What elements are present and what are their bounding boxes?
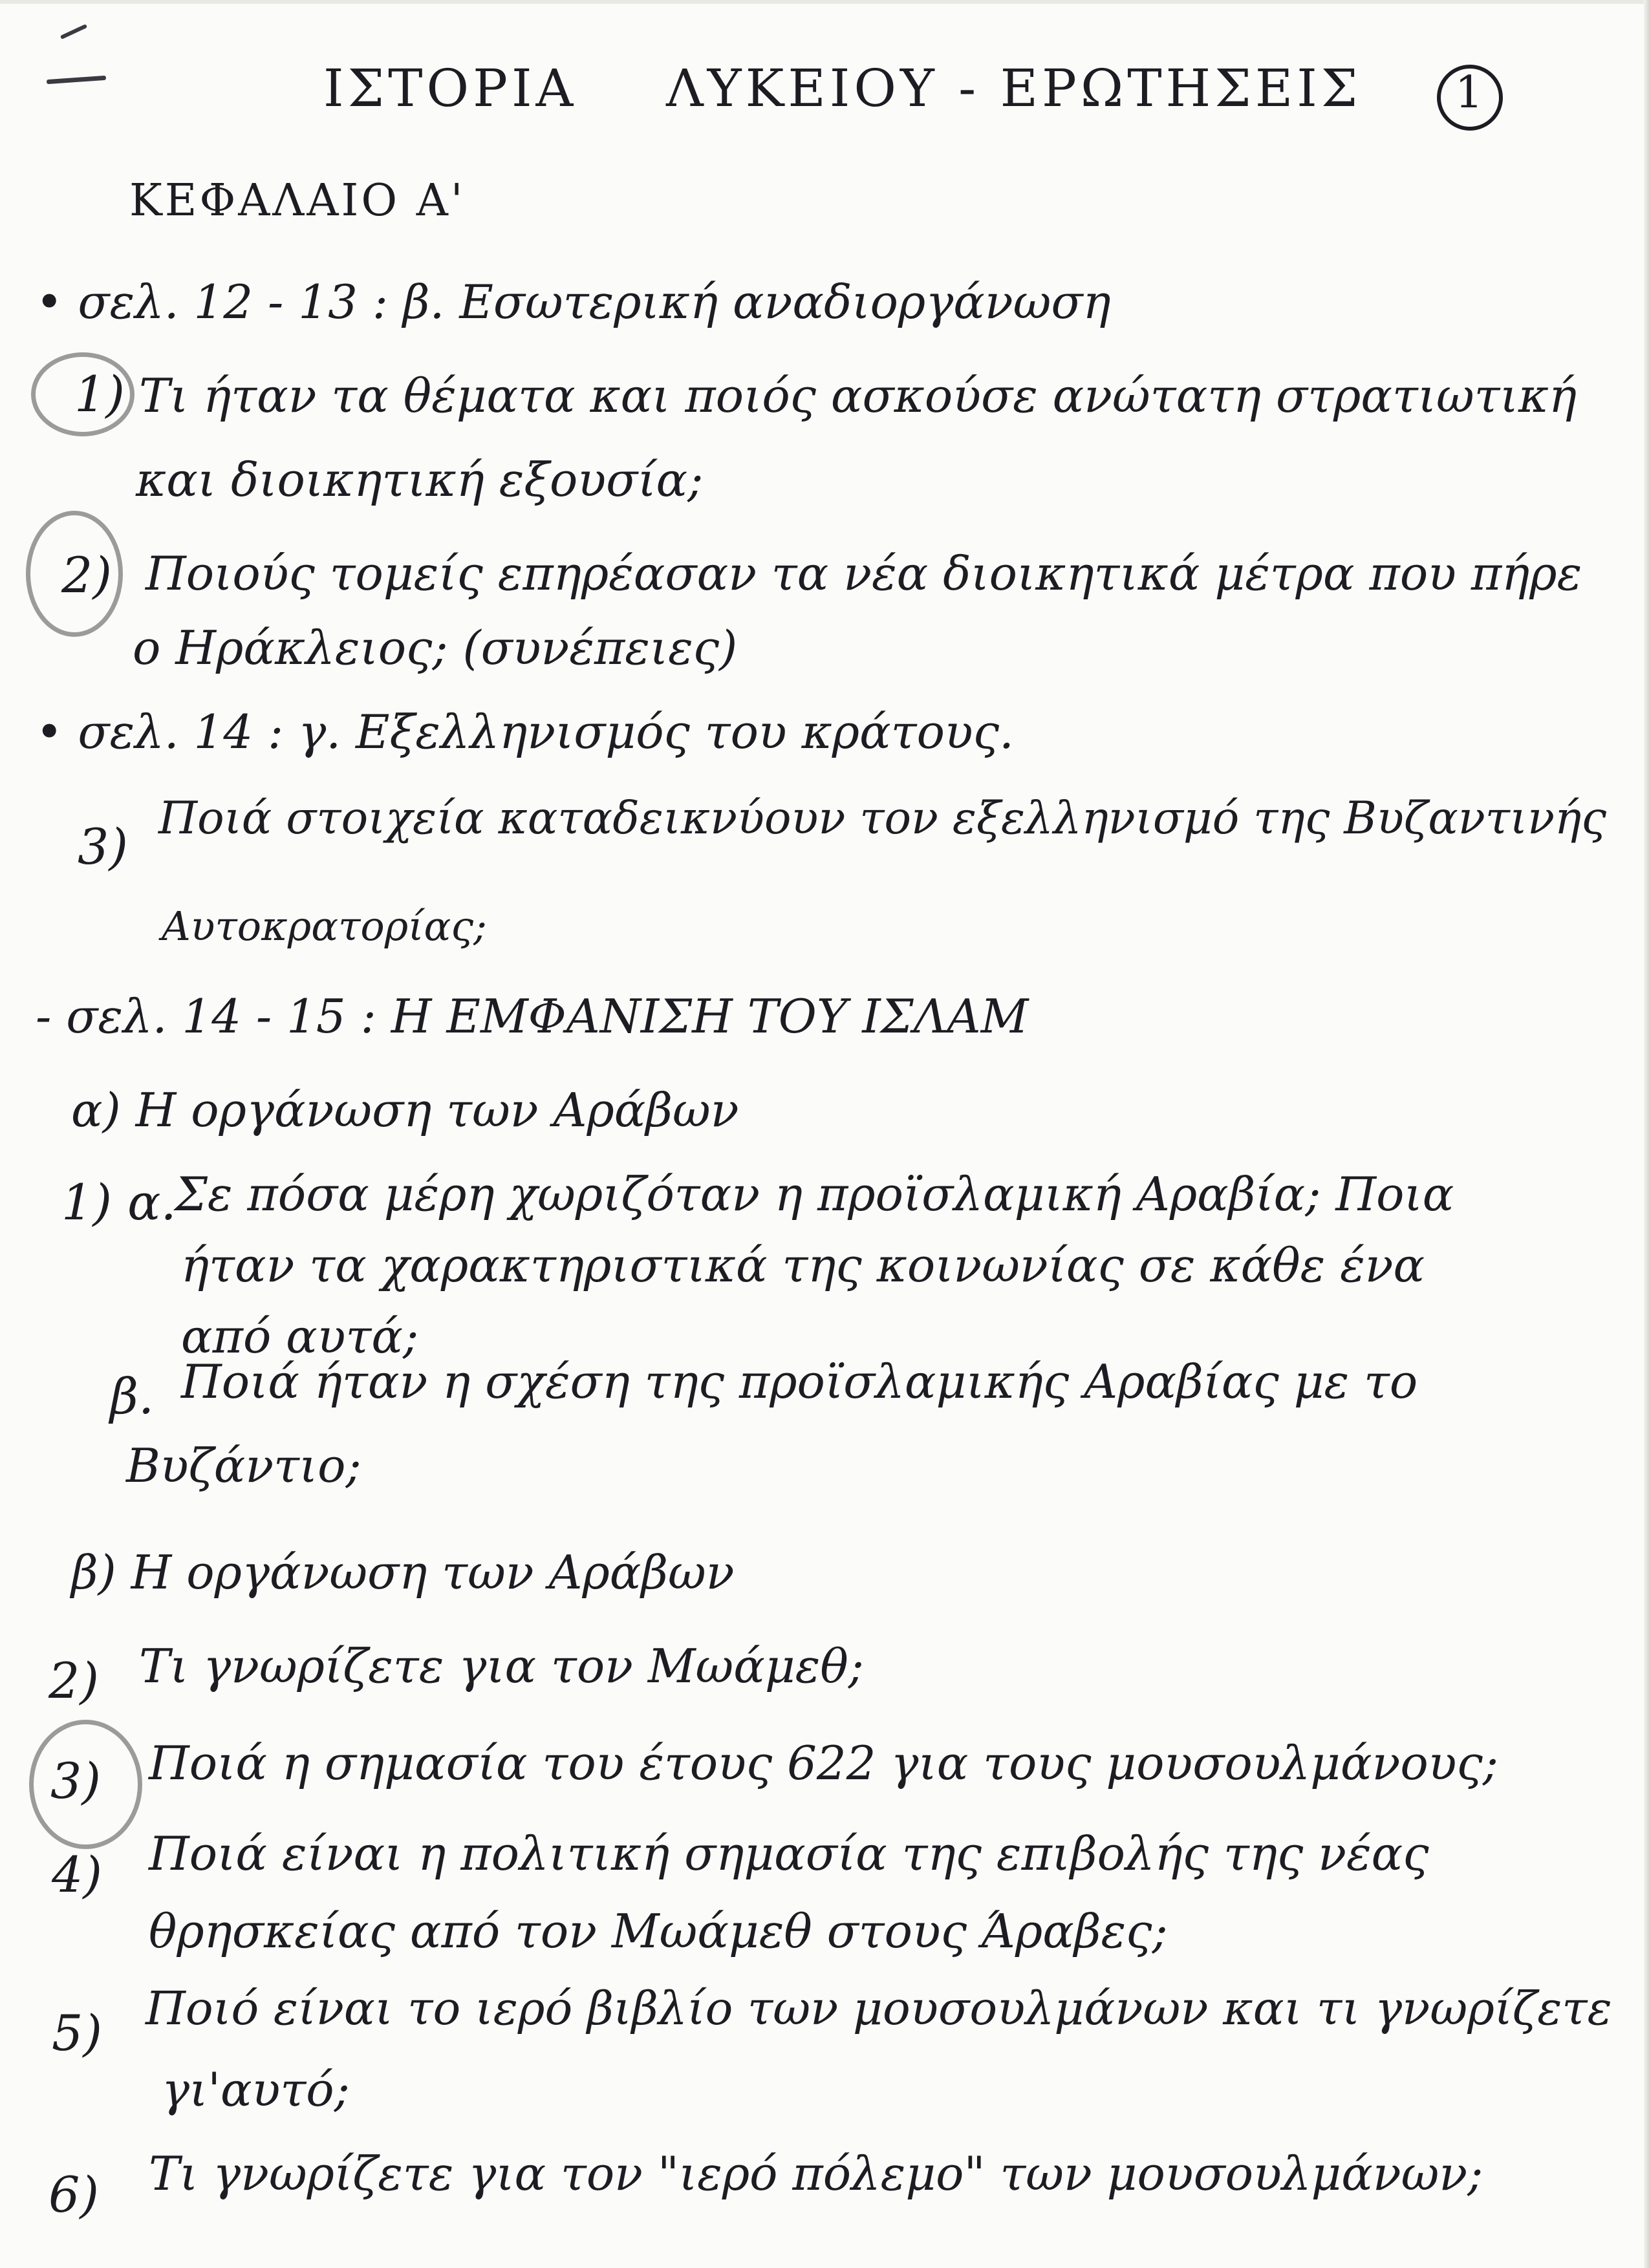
question-number: β. <box>110 1367 155 1425</box>
question-text: Αυτοκρατορίας; <box>162 903 487 950</box>
page-subtitle: ΛΥΚΕΙΟΥ - ΕΡΩΤΗΣΕΙΣ <box>666 58 1362 118</box>
question-number: 4) <box>52 1846 103 1903</box>
chapter-heading: ΚΕΦΑΛΑΙΟ Α' <box>129 175 466 226</box>
question-number: 2) <box>61 546 113 604</box>
page-edge-right <box>1644 0 1649 2268</box>
question-text: γι'αυτό; <box>162 2062 350 2117</box>
question-number: 1) α. <box>61 1173 177 1231</box>
subsection-heading: α) Η οργάνωση των Αράβων <box>71 1083 739 1137</box>
subsection-heading: β) Η οργάνωση των Αράβων <box>71 1545 735 1599</box>
question-text: από αυτά; <box>181 1309 419 1364</box>
question-text: ήταν τα χαρακτηριστικά της κοινωνίας σε κάθε ένα <box>181 1238 1425 1292</box>
question-text: θρησκείας από τον Μωάμεθ στους Άραβες; <box>149 1904 1168 1958</box>
question-text: ο Ηράκλειος; (συνέπειες) <box>133 621 738 675</box>
section-heading: • σελ. 12 - 13 : β. Εσωτερική αναδιοργάνωση <box>36 275 1111 329</box>
pen-mark <box>47 76 106 84</box>
section-heading: • σελ. 14 : γ. Εξελληνισμός του κράτους. <box>36 705 1014 759</box>
pen-mark <box>60 24 87 39</box>
question-number: 1) <box>74 365 125 423</box>
question-text: Βυζάντιο; <box>126 1439 361 1493</box>
question-text: Ποιά η σημασία του έτους 622 για τους μουσουλμάνους; <box>149 1736 1499 1790</box>
page-number: 1 <box>1455 67 1483 118</box>
question-text: Ποιά είναι η πολιτική σημασία της επιβολής της νέας <box>149 1826 1429 1881</box>
question-text: Ποιούς τομείς επηρέασαν τα νέα διοικητικά μέτρα που πήρε <box>146 546 1582 601</box>
question-number: 2) <box>48 1652 100 1709</box>
question-text: Τι γνωρίζετε για τον "ιερό πόλεμο" των μουσουλμάνων; <box>149 2146 1483 2201</box>
question-text: Τι ήταν τα θέματα και ποιός ασκούσε ανώτατη στρατιωτική <box>139 369 1577 423</box>
page-title: ΙΣΤΟΡΙΑ <box>323 58 577 118</box>
question-text: και διοικητική εξουσία; <box>136 453 704 507</box>
question-text: Τι γνωρίζετε για τον Μωάμεθ; <box>139 1639 864 1693</box>
question-number: 5) <box>52 2004 103 2062</box>
question-number: 6) <box>48 2166 100 2223</box>
question-number: 3) <box>50 1752 102 1810</box>
question-text: Ποιό είναι το ιερό βιβλίο των μουσουλμάνων και τι γνωρίζετε <box>146 1982 1612 2035</box>
question-number: 3) <box>78 818 129 875</box>
question-text: Σε πόσα μέρη χωριζόταν η προϊσλαμική Αραβία; Ποια <box>175 1167 1454 1221</box>
section-heading: - σελ. 14 - 15 : Η ΕΜΦΑΝΙΣΗ ΤΟΥ ΙΣΛΑΜ <box>36 989 1029 1043</box>
question-text: Ποιά ήταν η σχέση της προϊσλαμικής Αραβίας με το <box>181 1354 1418 1409</box>
page-edge-top <box>0 0 1649 4</box>
question-text: Ποιά στοιχεία καταδεικνύουν τον εξελληνισμό της Βυζαντινής <box>158 793 1607 844</box>
